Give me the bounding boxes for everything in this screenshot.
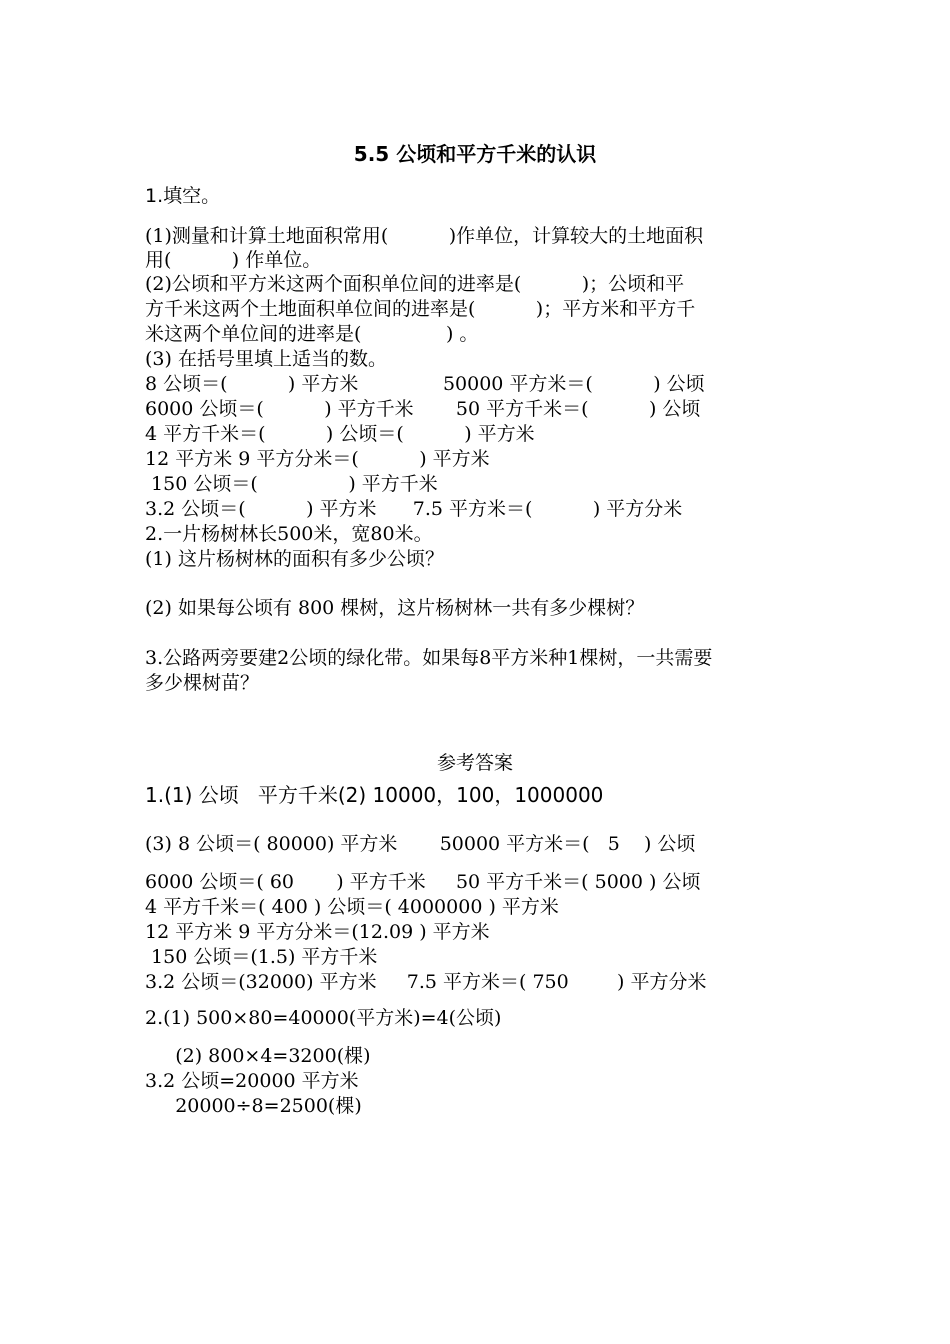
answer-line: 6000 公顷＝( 60 ) 平方千米 50 平方千米＝( 5000 ) 公顷: [145, 871, 701, 893]
answer-line: (2) 800×4=3200(棵): [145, 1045, 371, 1067]
q1-line: 150 公顷＝( ) 平方千米: [145, 473, 438, 495]
q1-line: (1)测量和计算土地面积常用( )作单位，计算较大的土地面积: [145, 225, 704, 247]
q2-line: 2.一片杨树林长500米，宽80米。: [145, 523, 433, 545]
q1-line: 用( ) 作单位。: [145, 249, 322, 271]
answer-line: 2.(1) 500×80=40000(平方米)=4(公顷): [145, 1007, 502, 1029]
page-title: 5.5 公顷和平方千米的认识: [353, 142, 597, 166]
answer-line: 3.2 公顷=20000 平方米: [145, 1070, 359, 1092]
answer-line: 150 公顷＝(1.5) 平方千米: [145, 946, 378, 968]
answer-line: 1.(1) 公顷 平方千米(2) 10000，100，1000000: [145, 783, 604, 807]
q1-line: 12 平方米 9 平方分米＝( ) 平方米: [145, 448, 490, 470]
q1-line: 米这两个单位间的进率是( ) 。: [145, 323, 479, 345]
q1-line: (3) 在括号里填上适当的数。: [145, 348, 387, 370]
q2-line: (1) 这片杨树林的面积有多少公顷？: [145, 548, 444, 570]
answer-line: 20000÷8=2500(棵): [145, 1095, 362, 1117]
answer-line: 4 平方千米＝( 400 ) 公顷＝( 4000000 ) 平方米: [145, 896, 559, 918]
q3-line: 多少棵树苗？: [145, 672, 260, 694]
answer-line: 12 平方米 9 平方分米＝(12.09 ) 平方米: [145, 921, 490, 943]
q1-line: 方千米这两个土地面积单位间的进率是( )；平方米和平方千: [145, 298, 696, 320]
q1-line: 8 公顷＝( ) 平方米 50000 平方米＝( ) 公顷: [145, 373, 705, 395]
q1-line: 6000 公顷＝( ) 平方千米 50 平方千米＝( ) 公顷: [145, 398, 701, 420]
q1-heading: 1.填空。: [145, 185, 221, 207]
answers-heading: 参考答案: [436, 752, 513, 774]
q1-line: (2)公顷和平方米这两个面积单位间的进率是( )；公顷和平: [145, 273, 685, 295]
q1-line: 3.2 公顷＝( ) 平方米 7.5 平方米＝( ) 平方分米: [145, 498, 683, 520]
q2-line: (2) 如果每公顷有 800 棵树，这片杨树林一共有多少棵树？: [145, 597, 645, 619]
q3-line: 3.公路两旁要建2公顷的绿化带。如果每8平方米种1棵树，一共需要: [145, 647, 713, 669]
q1-line: 4 平方千米＝( ) 公顷＝( ) 平方米: [145, 423, 535, 445]
answer-line: (3) 8 公顷＝( 80000) 平方米 50000 平方米＝( 5 ) 公顷: [145, 833, 696, 855]
answer-line: 3.2 公顷＝(32000) 平方米 7.5 平方米＝( 750 ) 平方分米: [145, 971, 707, 993]
